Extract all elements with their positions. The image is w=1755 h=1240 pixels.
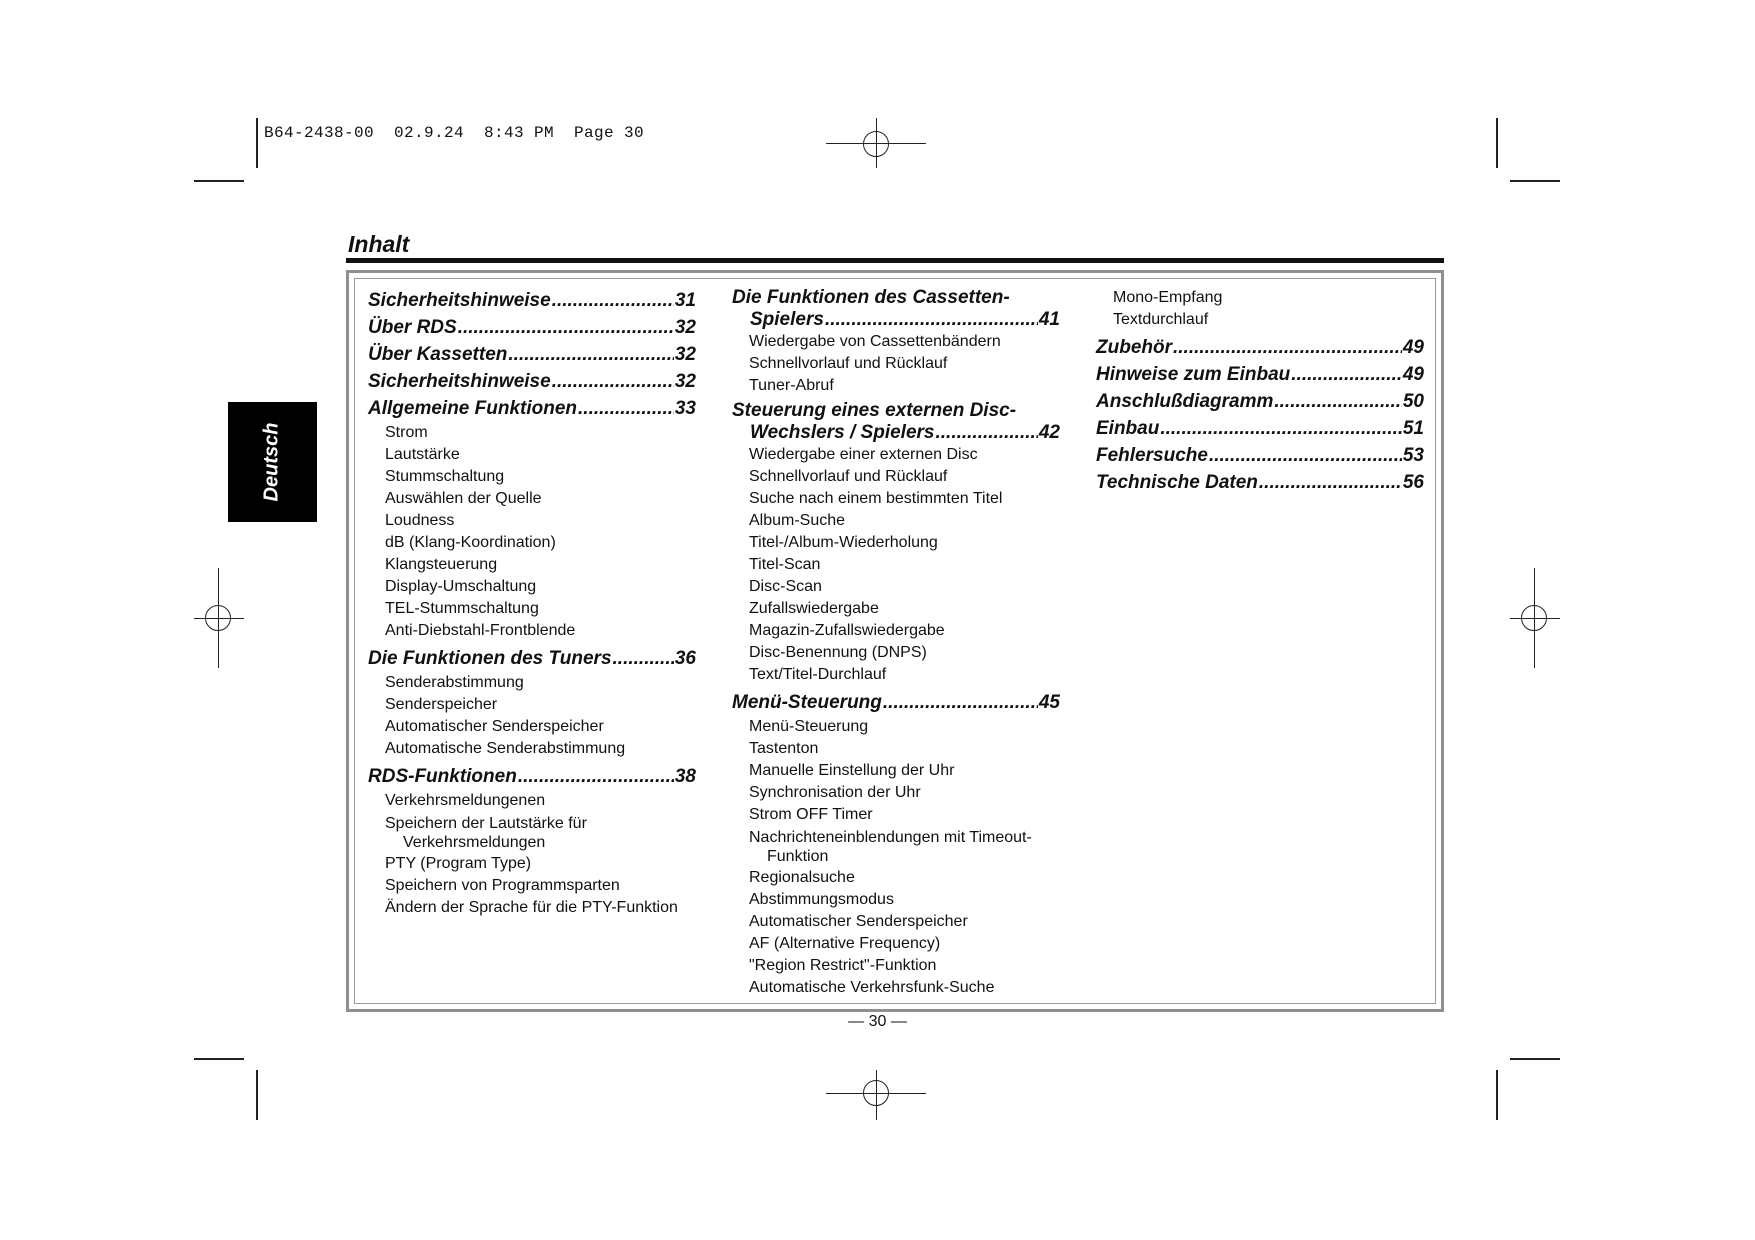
toc-leader-dots bbox=[883, 689, 1038, 716]
toc-page-number: 49 bbox=[1402, 364, 1424, 385]
toc-subentry[interactable]: Automatischer Senderspeicher bbox=[749, 913, 968, 930]
print-slug: B64-2438-00 02.9.24 8:43 PM Page 30 bbox=[264, 124, 645, 142]
toc-leader-dots bbox=[613, 645, 674, 672]
toc-subentry[interactable]: Schnellvorlauf und Rücklauf bbox=[749, 468, 948, 485]
toc-heading[interactable] bbox=[1096, 469, 1424, 496]
toc-leader-dots bbox=[1259, 469, 1402, 496]
language-tab-label: Deutsch bbox=[260, 422, 283, 502]
toc-heading-block bbox=[732, 400, 1060, 444]
toc-column-3 bbox=[1096, 287, 1424, 496]
toc-subentry-line: Nachrichteneinblendungen mit Timeout- bbox=[749, 829, 1032, 846]
toc-heading-title[interactable]: Steuerung eines externen Disc- bbox=[732, 400, 1017, 421]
toc-subentry[interactable]: Abstimmungsmodus bbox=[749, 891, 894, 908]
toc-heading-title: Hinweise zum Einbau bbox=[1096, 364, 1291, 385]
toc-subentry[interactable]: Anti-Diebstahl-Frontblende bbox=[385, 622, 576, 639]
toc-subentry[interactable]: Automatischer Senderspeicher bbox=[385, 718, 604, 735]
toc-subentry[interactable]: Ändern der Sprache für die PTY-Funktion bbox=[385, 899, 678, 916]
toc-page-number: 33 bbox=[674, 398, 696, 419]
toc-heading[interactable] bbox=[732, 308, 1060, 331]
toc-subentry[interactable]: Suche nach einem bestimmten Titel bbox=[749, 490, 1003, 507]
toc-heading[interactable] bbox=[368, 395, 696, 422]
toc-heading[interactable] bbox=[1096, 361, 1424, 388]
toc-heading-title: Über Kassetten bbox=[368, 344, 508, 365]
toc-page-number: 38 bbox=[674, 766, 696, 787]
toc-subentry[interactable]: dB (Klang-Koordination) bbox=[385, 534, 556, 551]
toc-heading-title: Die Funktionen des Tuners bbox=[368, 648, 612, 669]
toc-subentry[interactable]: PTY (Program Type) bbox=[385, 855, 532, 872]
toc-page-number: 32 bbox=[674, 344, 696, 365]
toc-page-number: 51 bbox=[1402, 418, 1424, 439]
toc-subentry[interactable]: Menü-Steuerung bbox=[749, 718, 869, 735]
toc-heading[interactable] bbox=[368, 763, 696, 790]
toc-heading-title[interactable]: Die Funktionen des Cassetten- bbox=[732, 287, 1010, 308]
toc-column-1 bbox=[368, 287, 696, 922]
toc-page-number: 49 bbox=[1402, 337, 1424, 358]
toc-subentry[interactable]: Strom OFF Timer bbox=[749, 806, 873, 823]
toc-subentry[interactable]: Lautstärke bbox=[385, 446, 460, 463]
toc-subentry[interactable]: Wiedergabe einer externen Disc bbox=[749, 446, 978, 463]
toc-leader-dots bbox=[1291, 361, 1402, 388]
toc-subentry[interactable] bbox=[368, 814, 696, 852]
toc-subentry[interactable]: Zufallswiedergabe bbox=[749, 600, 879, 617]
toc-subentry[interactable]: Titel-Scan bbox=[749, 556, 821, 573]
toc-subentry[interactable]: Wiedergabe von Cassettenbändern bbox=[749, 333, 1001, 350]
toc-subentry[interactable]: Senderabstimmung bbox=[385, 674, 524, 691]
toc-subentry[interactable]: Strom bbox=[385, 424, 428, 441]
toc-subentry-line: Verkehrsmeldungen bbox=[403, 834, 546, 851]
toc-leader-dots bbox=[458, 314, 674, 341]
toc-heading-title: Über RDS bbox=[368, 317, 457, 338]
toc-heading[interactable] bbox=[1096, 415, 1424, 442]
toc-page-number: 53 bbox=[1402, 445, 1424, 466]
toc-page-number: 32 bbox=[674, 317, 696, 338]
toc-leader-dots bbox=[1160, 415, 1402, 442]
toc-heading-title: Fehlersuche bbox=[1096, 445, 1208, 466]
toc-heading[interactable] bbox=[368, 341, 696, 368]
toc-subentry[interactable]: Mono-Empfang bbox=[1113, 289, 1223, 306]
toc-subentry[interactable]: Titel-/Album-Wiederholung bbox=[749, 534, 938, 551]
toc-page-number: 45 bbox=[1038, 692, 1060, 713]
toc-subentry[interactable]: Magazin-Zufallswiedergabe bbox=[749, 622, 945, 639]
toc-heading[interactable] bbox=[732, 689, 1060, 716]
toc-heading-title: RDS-Funktionen bbox=[368, 766, 517, 787]
toc-subentry[interactable]: Stummschaltung bbox=[385, 468, 505, 485]
toc-heading-title: Einbau bbox=[1096, 418, 1160, 439]
toc-leader-dots bbox=[552, 287, 674, 314]
toc-heading[interactable] bbox=[368, 314, 696, 341]
toc-column-2 bbox=[732, 287, 1060, 1002]
toc-leader-dots bbox=[1173, 334, 1402, 361]
toc-page-number: 41 bbox=[1038, 309, 1060, 330]
toc-heading-title: Allgemeine Funktionen bbox=[368, 398, 578, 419]
toc-heading[interactable] bbox=[1096, 334, 1424, 361]
toc-subentry[interactable]: "Region Restrict"-Funktion bbox=[749, 957, 937, 974]
toc-subentry[interactable]: Tastenton bbox=[749, 740, 819, 757]
toc-subentry[interactable]: Senderspeicher bbox=[385, 696, 498, 713]
toc-subentry[interactable]: Schnellvorlauf und Rücklauf bbox=[749, 355, 948, 372]
language-tab bbox=[228, 402, 317, 522]
toc-heading[interactable] bbox=[368, 368, 696, 395]
toc-heading-title: Sicherheitshinweise bbox=[368, 290, 551, 311]
toc-page-number: 50 bbox=[1402, 391, 1424, 412]
toc-page-number: 42 bbox=[1038, 422, 1060, 443]
toc-heading[interactable] bbox=[368, 287, 696, 314]
toc-subentry[interactable]: Tuner-Abruf bbox=[749, 377, 834, 394]
toc-subentry[interactable]: Textdurchlauf bbox=[1113, 311, 1209, 328]
toc-heading-block bbox=[732, 287, 1060, 331]
toc-page-number: 36 bbox=[674, 648, 696, 669]
toc-leader-dots bbox=[1209, 442, 1402, 469]
toc-heading-title: Anschlußdiagramm bbox=[1096, 391, 1274, 412]
toc-subentry[interactable]: Album-Suche bbox=[749, 512, 846, 529]
toc-subentry[interactable]: TEL-Stummschaltung bbox=[385, 600, 539, 617]
toc-leader-dots bbox=[552, 368, 674, 395]
toc-subentry[interactable]: Automatische Verkehrsfunk-Suche bbox=[749, 979, 995, 996]
toc-heading-title: Menü-Steuerung bbox=[732, 692, 882, 713]
toc-leader-dots bbox=[825, 308, 1038, 331]
toc-subentry[interactable]: Speichern von Programmsparten bbox=[385, 877, 620, 894]
toc-subentry[interactable]: AF (Alternative Frequency) bbox=[749, 935, 941, 952]
toc-subentry-line: Speichern der Lautstärke für bbox=[385, 815, 587, 832]
spacer bbox=[368, 919, 696, 922]
toc-leader-dots bbox=[935, 421, 1037, 444]
toc-subentry[interactable]: Disc-Benennung (DNPS) bbox=[749, 644, 927, 661]
toc-heading-title: Wechslers / Spielers bbox=[750, 422, 935, 443]
toc-heading-title: Spielers bbox=[750, 309, 824, 330]
toc-subentry[interactable]: Synchronisation der Uhr bbox=[749, 784, 921, 801]
toc-leader-dots bbox=[1274, 388, 1401, 415]
toc-heading-title: Sicherheitshinweise bbox=[368, 371, 551, 392]
toc-heading[interactable] bbox=[732, 421, 1060, 444]
toc-leader-dots bbox=[508, 341, 673, 368]
toc-heading-title: Zubehör bbox=[1096, 337, 1172, 358]
toc-subentry[interactable] bbox=[732, 828, 1060, 866]
toc-leader-dots bbox=[578, 395, 674, 422]
toc-subentry[interactable]: Display-Umschaltung bbox=[385, 578, 537, 595]
toc-page-number: 32 bbox=[674, 371, 696, 392]
page-title: Inhalt bbox=[348, 231, 410, 257]
toc-heading-title: Technische Daten bbox=[1096, 472, 1258, 493]
toc-page-number: 56 bbox=[1402, 472, 1424, 493]
toc-subentry[interactable]: Automatische Senderabstimmung bbox=[385, 740, 626, 757]
toc-subentry[interactable]: Loudness bbox=[385, 512, 455, 529]
toc-subentry[interactable]: Regionalsuche bbox=[749, 869, 855, 886]
toc-subentry[interactable]: Manuelle Einstellung der Uhr bbox=[749, 762, 955, 779]
toc-leader-dots bbox=[518, 763, 674, 790]
toc-page-number: 31 bbox=[674, 290, 696, 311]
toc-subentry-line: Funktion bbox=[767, 848, 829, 865]
spacer bbox=[732, 999, 1060, 1002]
title-rule bbox=[346, 258, 1444, 263]
toc-subentry[interactable]: Disc-Scan bbox=[749, 578, 822, 595]
toc-subentry[interactable]: Text/Titel-Durchlauf bbox=[749, 666, 887, 683]
toc-heading[interactable] bbox=[1096, 442, 1424, 469]
toc-subentry[interactable]: Verkehrsmeldungenen bbox=[385, 792, 546, 809]
toc-subentry[interactable]: Klangsteuerung bbox=[385, 556, 498, 573]
page-number: — 30 — bbox=[848, 1013, 907, 1030]
toc-heading[interactable] bbox=[1096, 388, 1424, 415]
toc-heading[interactable] bbox=[368, 645, 696, 672]
toc-subentry[interactable]: Auswählen der Quelle bbox=[385, 490, 542, 507]
